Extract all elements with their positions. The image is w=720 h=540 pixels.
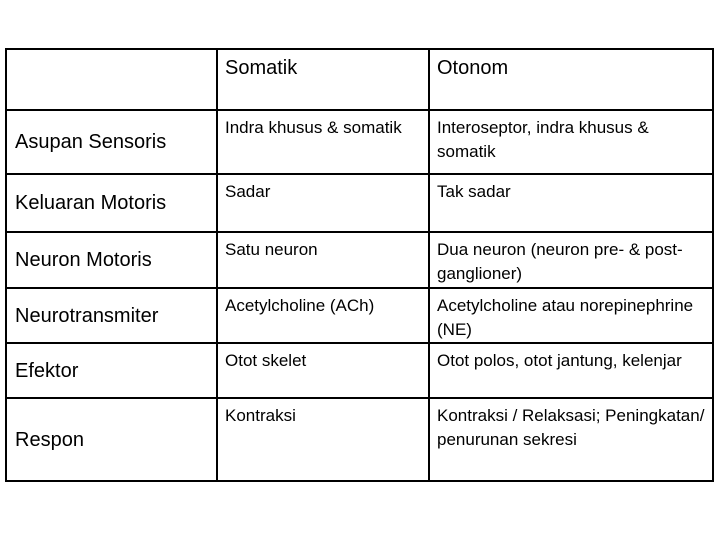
somatik-value: Acetylcholine (ACh) [225, 296, 375, 315]
row-label: Neurotransmiter [15, 304, 159, 327]
otonom-value: Tak sadar [437, 182, 511, 201]
somatik-value: Indra khusus & somatik [225, 118, 402, 137]
table-row [6, 110, 713, 174]
table-row [6, 174, 713, 232]
table-header-row [6, 49, 713, 110]
header-somatik: Somatik [225, 57, 298, 79]
somatik-cell [217, 343, 429, 398]
row-label: Asupan Sensoris [15, 131, 167, 153]
table-row [6, 232, 713, 288]
somatik-cell [217, 110, 429, 174]
header-corner-text [7, 50, 216, 56]
row-label-cell [6, 232, 217, 288]
somatik-cell [217, 232, 429, 288]
otonom-cell [429, 174, 713, 232]
row-label-cell [6, 174, 217, 232]
somatik-value: Satu neuron [225, 240, 318, 259]
otonom-value: Acetylcholine atau norepinephrine (NE) [437, 296, 694, 339]
row-label-cell [6, 288, 217, 343]
row-label-cell [6, 398, 217, 481]
comparison-table [5, 48, 714, 482]
somatik-value: Kontraksi [225, 406, 296, 425]
row-label: Keluaran Motoris [15, 192, 167, 214]
header-otonom: Otonom [437, 57, 509, 79]
row-label-cell [6, 343, 217, 398]
otonom-value: Otot polos, otot jantung, kelenjar [437, 351, 682, 370]
header-somatik-cell [217, 49, 429, 110]
otonom-cell [429, 288, 713, 343]
table-row [6, 398, 713, 481]
somatik-value: Otot skelet [225, 351, 307, 370]
otonom-cell [429, 343, 713, 398]
row-label: Respon [15, 428, 84, 451]
header-otonom-cell [429, 49, 713, 110]
row-label-cell [6, 110, 217, 174]
somatik-cell [217, 288, 429, 343]
somatik-value: Sadar [225, 182, 271, 201]
header-corner-cell [6, 49, 217, 110]
otonom-cell [429, 110, 713, 174]
table-row [6, 288, 713, 343]
otonom-value: Kontraksi / Relaksasi; Peningkatan/ penurunan sekresi [437, 406, 705, 449]
row-label: Neuron Motoris [15, 249, 152, 271]
somatik-cell [217, 398, 429, 481]
otonom-value: Interoseptor, indra khusus & somatik [437, 118, 649, 161]
somatik-cell [217, 174, 429, 232]
row-label: Efektor [15, 359, 79, 382]
otonom-cell [429, 398, 713, 481]
otonom-cell [429, 232, 713, 288]
otonom-value: Dua neuron (neuron pre- & post-ganglioner) [437, 240, 683, 283]
table-row [6, 343, 713, 398]
